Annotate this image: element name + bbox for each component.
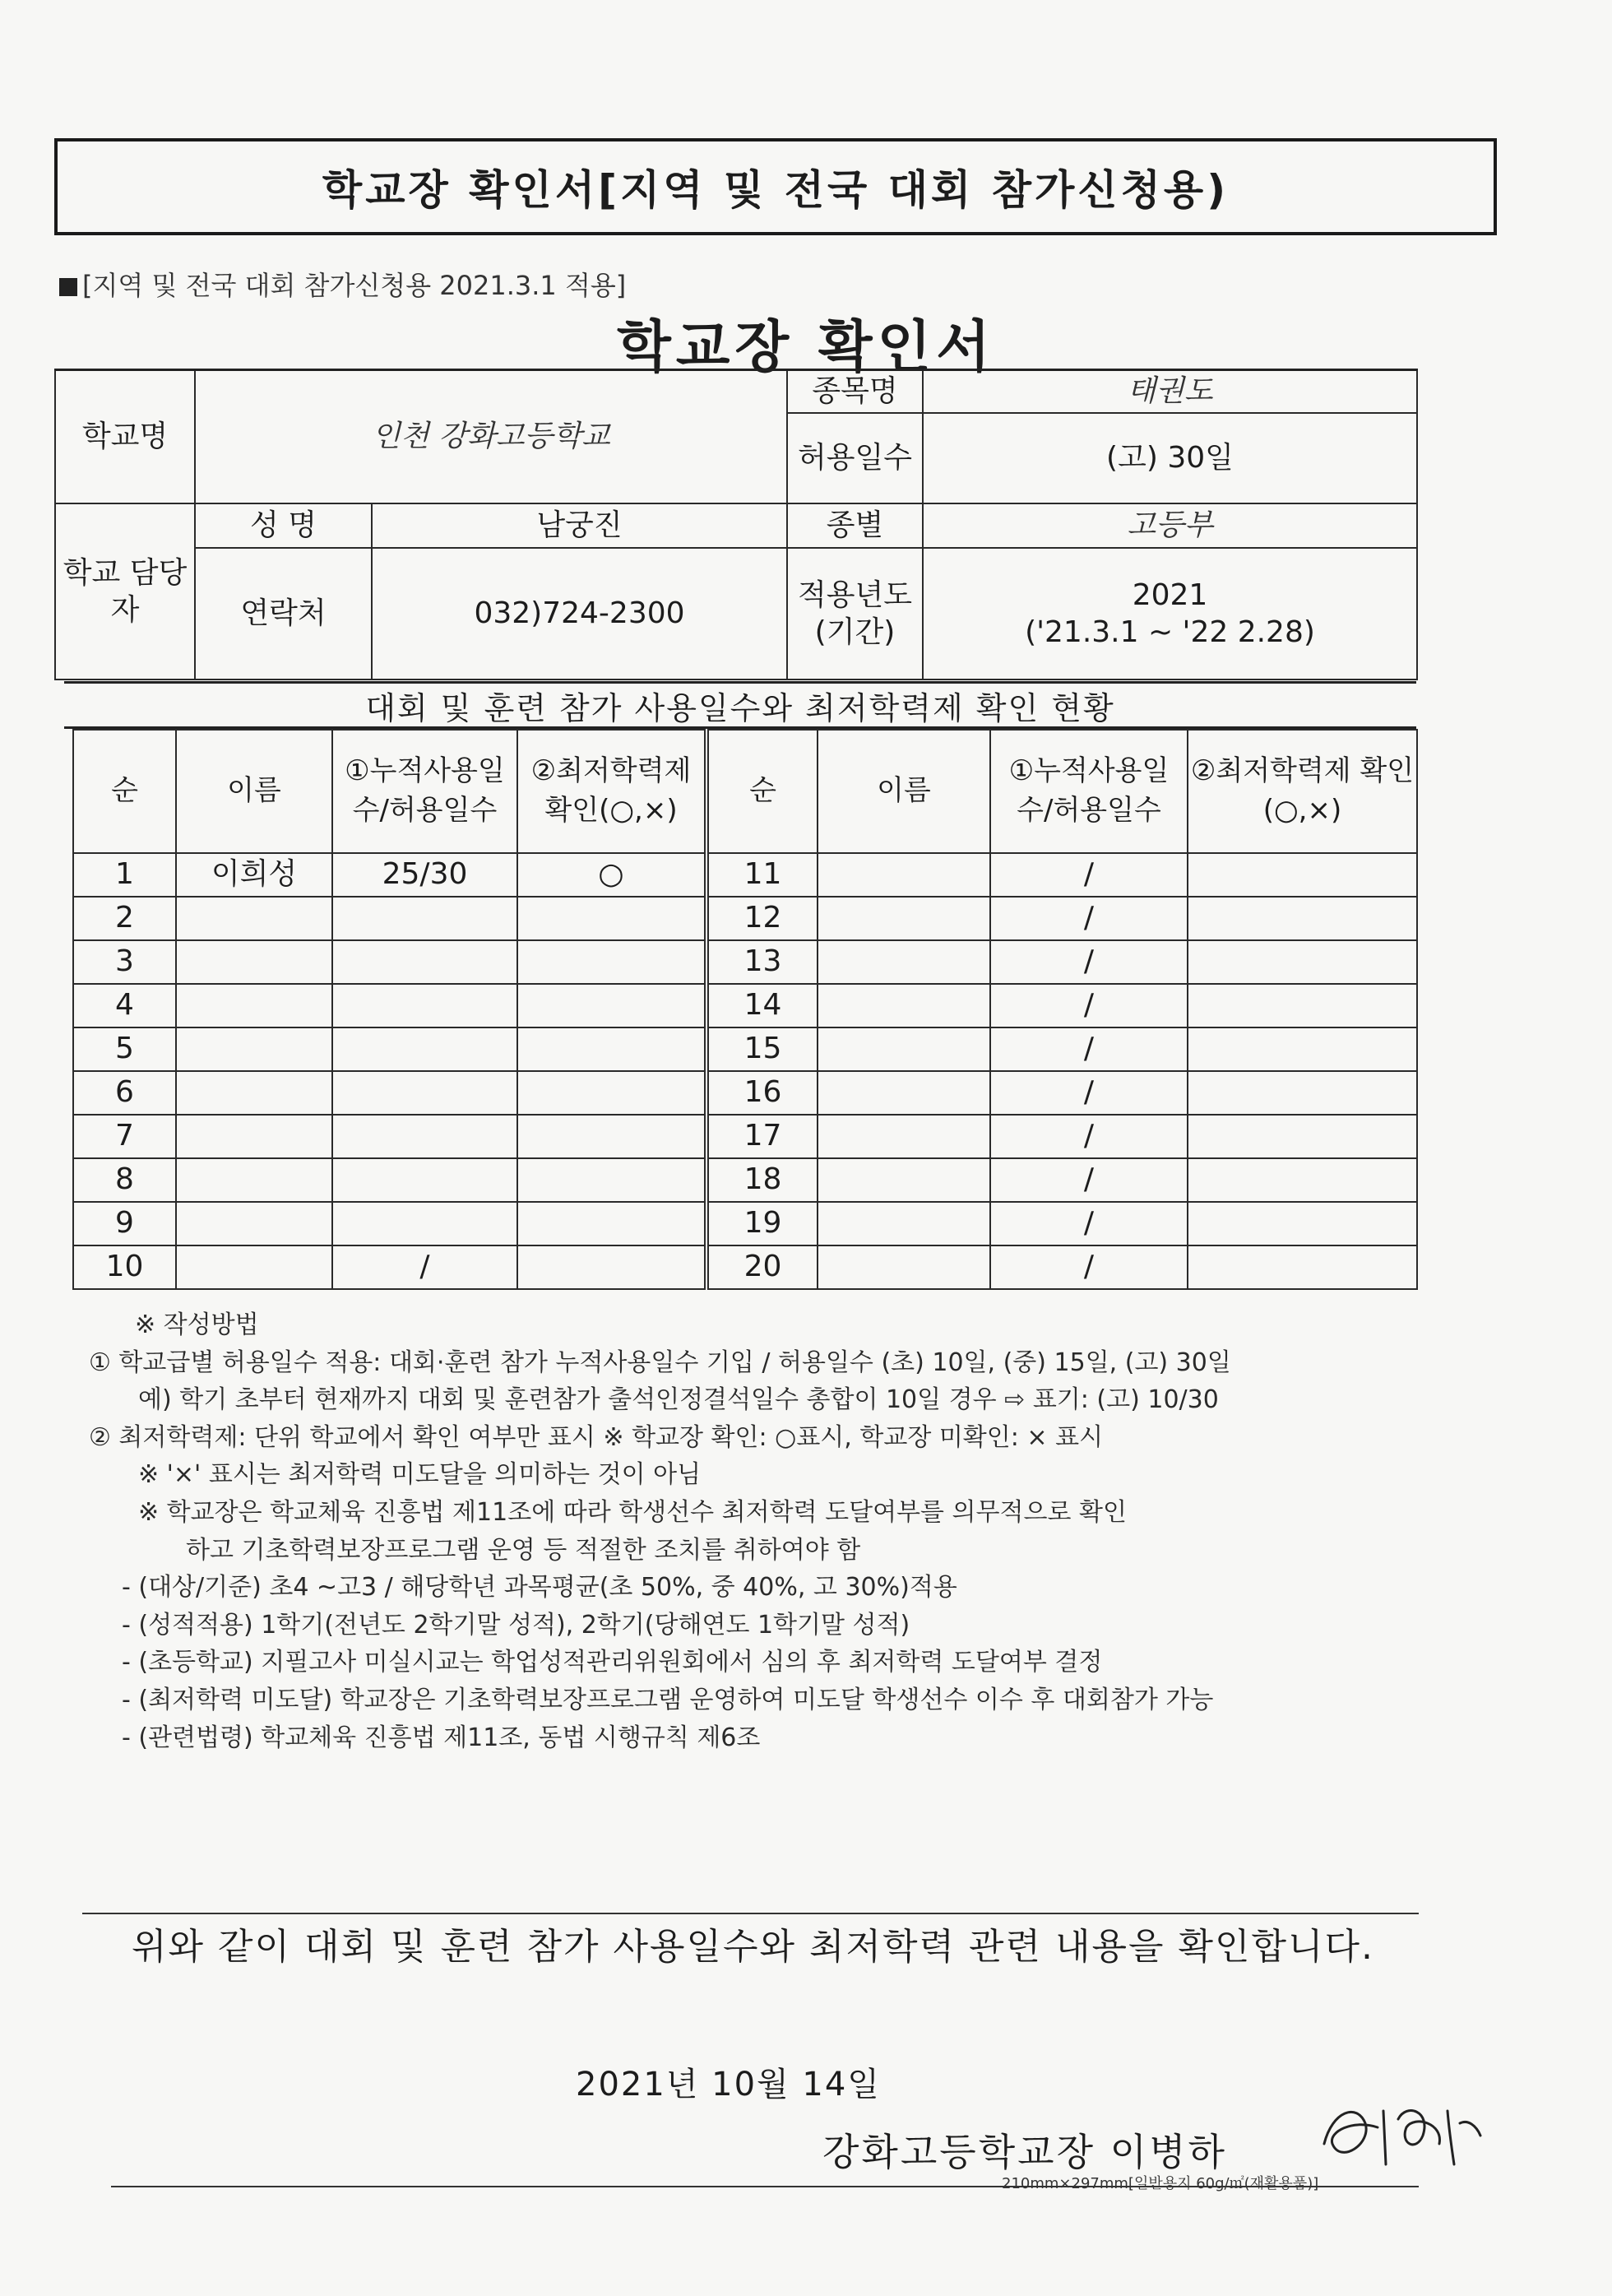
row-no: 10 [73,1245,176,1289]
row-check [517,1027,706,1071]
row-name [818,853,990,897]
contact-label: 연락처 [195,548,372,680]
header-no-right: 순 [706,730,818,853]
row-name [176,1245,332,1289]
table-row [73,940,1417,984]
row-no: 1 [73,853,176,897]
row-days [332,1027,517,1071]
row-name [818,1027,990,1071]
row-check [1188,940,1417,984]
row-name [818,984,990,1027]
division-value: 고등부 [923,503,1417,548]
status-table [72,729,1418,1290]
row-days: / [332,1245,517,1289]
row-no: 2 [73,897,176,940]
table-row [73,1245,1417,1289]
row-no: 18 [706,1158,818,1202]
handwritten-signature [1308,2086,1489,2177]
row-days: / [990,1027,1188,1071]
sport-value: 태권도 [923,370,1417,413]
row-days: / [990,940,1188,984]
year-cell [923,548,1417,680]
contact-value: 032)724-2300 [372,548,787,680]
row-name [176,940,332,984]
row-check [1188,897,1417,940]
row-name [818,897,990,940]
sport-label: 종목명 [787,370,923,413]
row-no: 3 [73,940,176,984]
row-name [818,940,990,984]
divider [82,1913,1419,1914]
row-no: 20 [706,1245,818,1289]
row-no: 4 [73,984,176,1027]
row-days: / [990,1071,1188,1115]
footer-line [111,2186,1419,2187]
row-days: / [990,1245,1188,1289]
detail-2: - (성적적용) 1학기(전년도 2학기말 성적), 2학기(당해연도 1학기말 성적) [122,1610,910,1640]
row-days [332,1115,517,1158]
row-days: / [990,1202,1188,1245]
issue-date: 2021년 10월 14일 [576,2066,881,2104]
signatory: 강화고등학교장 이병하 [822,2130,1227,2174]
table-row [73,1202,1417,1245]
table-row [73,897,1417,940]
paper-spec: 210mm×297mm[일반용지 60g/㎡(재활용품)] [1002,2175,1319,2192]
detail-1: - (대상/기준) 초4 ~고3 / 해당학년 과목평균(초 50%, 중 40%, 고 30%)적용 [122,1573,957,1603]
row-name [176,1158,332,1202]
row-days [332,1071,517,1115]
header-check-right: ②최저학력제 확인(○,×) [1188,730,1417,853]
row-no: 13 [706,940,818,984]
row-check [1188,1245,1417,1289]
notes-heading: ※ 작성방법 [135,1310,259,1339]
section-title: 대회 및 훈련 참가 사용일수와 최저학력제 확인 현황 [64,681,1416,729]
row-no: 12 [706,897,818,940]
writing-instructions [89,1306,1415,1756]
header-check-left: ②최저학력제 확인(○,×) [517,730,706,853]
row-days [332,1158,517,1202]
table-row [73,1158,1417,1202]
row-name [818,1202,990,1245]
row-days [332,1202,517,1245]
row-check [517,1202,706,1245]
row-check [1188,1115,1417,1158]
division-label: 종별 [787,503,923,548]
table-row [73,984,1417,1027]
row-check [517,897,706,940]
row-no: 19 [706,1202,818,1245]
row-check [517,1158,706,1202]
row-days: / [990,1115,1188,1158]
row-name [176,897,332,940]
allowed-days-value: (고) 30일 [923,413,1417,503]
square-bullet-icon [59,278,77,296]
row-check [1188,1071,1417,1115]
row-days [332,940,517,984]
row-check [517,940,706,984]
table-row [73,1027,1417,1071]
info-table [54,369,1418,680]
row-days: / [990,984,1188,1027]
row-check [1188,1158,1417,1202]
row-check [1188,1027,1417,1071]
header-days-left: ①누적사용일수/허용일수 [332,730,517,853]
row-name [176,1202,332,1245]
form-subheading [59,265,626,303]
header-name-left: 이름 [176,730,332,853]
name-label: 성 명 [195,503,372,548]
detail-3: - (초등학교) 지필고사 미실시교는 학업성적관리위원회에서 심의 후 최저학력 도달여부 결정 [122,1648,1103,1677]
header-days-right: ①누적사용일수/허용일수 [990,730,1188,853]
row-no: 6 [73,1071,176,1115]
row-check [1188,853,1417,897]
row-days: / [990,1158,1188,1202]
table-row [73,1071,1417,1115]
school-value: 인천 강화고등학교 [195,370,787,503]
row-no: 14 [706,984,818,1027]
note-4b: 하고 기초학력보장프로그램 운영 등 적절한 조치를 취하여야 함 [186,1535,861,1565]
school-label: 학교명 [55,370,195,503]
row-days: / [990,897,1188,940]
note-2: ② 최저학력제: 단위 학교에서 확인 여부만 표시 ※ 학교장 확인: ○표시, 학교장 미확인: × 표시 [89,1422,1104,1452]
note-1-example: 예) 학기 초부터 현재까지 대회 및 훈련참가 출석인정결석일수 총합이 10일 경우 ⇨ 표기: (고) 10/30 [138,1385,1219,1415]
row-name [818,1115,990,1158]
row-days [332,984,517,1027]
row-no: 7 [73,1115,176,1158]
row-no: 17 [706,1115,818,1158]
note-4: ※ 학교장은 학교체육 진흥법 제11조에 따라 학생선수 최저학력 도달여부를 의무적으로 확인 [138,1497,1127,1527]
row-check [1188,1202,1417,1245]
detail-5: - (관련법령) 학교체육 진흥법 제11조, 동법 시행규칙 제6조 [122,1723,761,1752]
row-days: 25/30 [332,853,517,897]
row-name [176,1027,332,1071]
row-name [176,1071,332,1115]
manager-label: 학교 담당자 [55,503,195,680]
row-no: 8 [73,1158,176,1202]
note-3: ※ '×' 표시는 최저학력 미도달을 의미하는 것이 아님 [138,1460,702,1490]
row-check: ○ [517,853,706,897]
subheading-text: [지역 및 전국 대회 참가신청용 2021.3.1 적용] [82,270,627,301]
year-value: 2021 [1132,577,1208,612]
header-no-left: 순 [73,730,176,853]
note-1: ① 학교급별 허용일수 적용: 대회·훈련 참가 누적사용일수 기입 / 허용일수 (초) 10일, (중) 15일, (고) 30일 [89,1347,1231,1377]
row-no: 16 [706,1071,818,1115]
table-row [73,853,1417,897]
row-name [176,1115,332,1158]
row-no: 5 [73,1027,176,1071]
row-name [176,984,332,1027]
row-check [517,1071,706,1115]
document-banner: 학교장 확인서[지역 및 전국 대회 참가신청용) [54,138,1497,235]
row-name [818,1071,990,1115]
row-no: 11 [706,853,818,897]
confirmation-statement: 위와 같이 대회 및 훈련 참가 사용일수와 최저학력 관련 내용을 확인합니다. [132,1926,1374,1968]
row-check [517,1245,706,1289]
row-name [818,1158,990,1202]
row-name [818,1245,990,1289]
row-no: 9 [73,1202,176,1245]
year-label: 적용년도 (기간) [787,548,923,680]
period-value: ('21.3.1 ~ '22 2.28) [1025,615,1315,649]
row-check [1188,984,1417,1027]
document-title: 학교장 확인서 [617,315,995,380]
name-value: 남궁진 [372,503,787,548]
row-days [332,897,517,940]
allowed-days-label: 허용일수 [787,413,923,503]
header-name-right: 이름 [818,730,990,853]
row-no: 15 [706,1027,818,1071]
row-name: 이희성 [176,853,332,897]
row-check [517,1115,706,1158]
detail-4: - (최저학력 미도달) 학교장은 기초학력보장프로그램 운영하여 미도달 학생선수 이수 후 대회참가 가능 [122,1685,1214,1714]
row-days: / [990,853,1188,897]
row-check [517,984,706,1027]
table-row [73,1115,1417,1158]
